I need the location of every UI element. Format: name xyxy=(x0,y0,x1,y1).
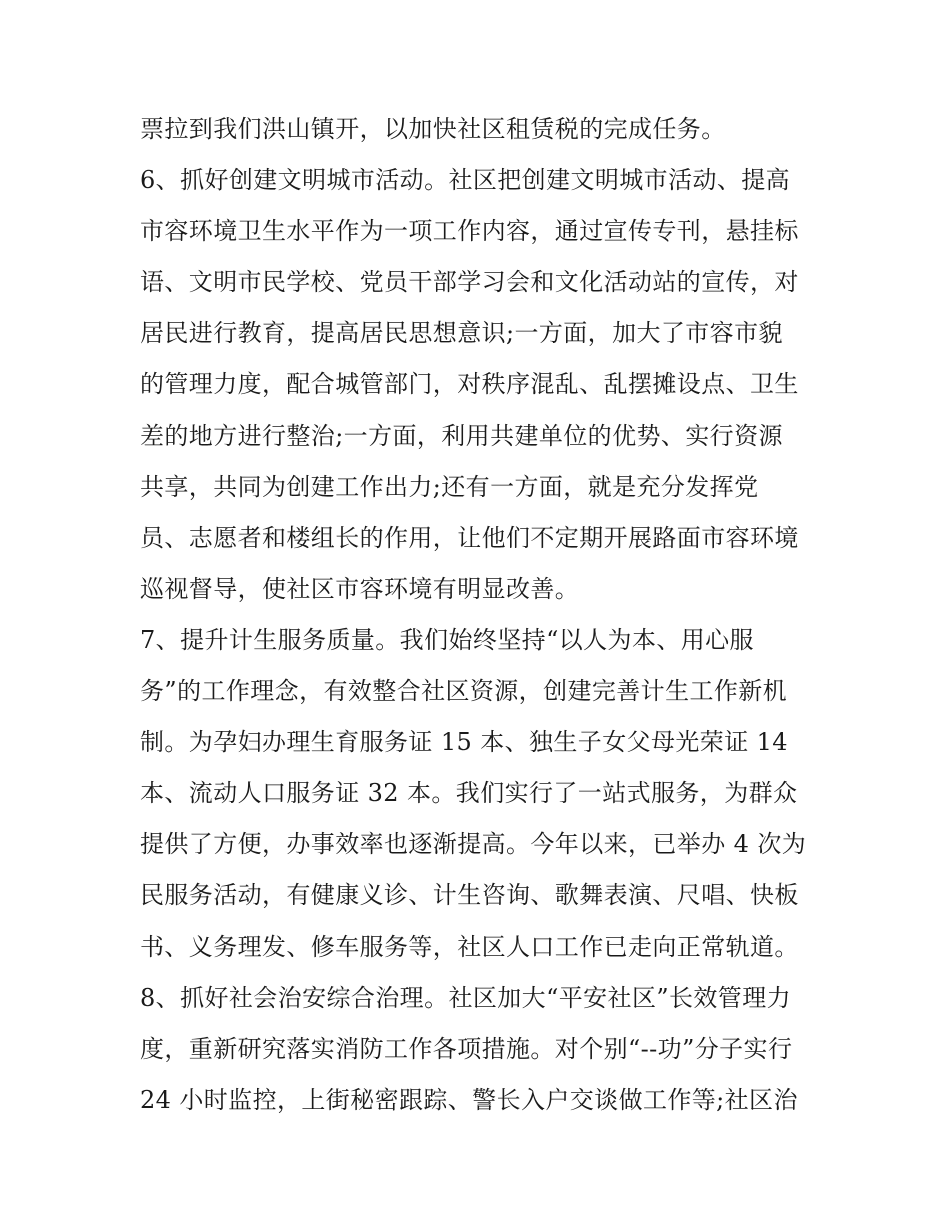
text-line: 市容环境卫生水平作为一项工作内容，通过宣传专刊，悬挂标 xyxy=(140,217,799,246)
text-line: 语、文明市民学校、党员干部学习会和文化活动站的宣传，对 xyxy=(140,268,799,297)
text-line: 6、抓好创建文明城市活动。社区把创建文明城市活动、提高 xyxy=(140,166,791,195)
text-line: 本、流动人口服务证 32 本。我们实行了一站式服务，为群众 xyxy=(140,779,798,808)
body-text xyxy=(140,104,830,1126)
text-line: 24 小时监控，上街秘密跟踪、警长入户交谈做工作等;社区治 xyxy=(140,1085,798,1114)
text-line: 8、抓好社会治安综合治理。社区加大“平安社区”长效管理力 xyxy=(140,983,792,1012)
text-line: 务”的工作理念，有效整合社区资源，创建完善计生工作新机 xyxy=(140,677,788,706)
text-line: 共享，共同为创建工作出力;还有一方面，就是充分发挥党 xyxy=(140,472,759,501)
text-line: 7、提升计生服务质量。我们始终坚持“以人为本、用心服 xyxy=(140,625,754,654)
text-line: 的管理力度，配合城管部门，对秩序混乱、乱摆摊设点、卫生 xyxy=(140,370,799,399)
text-line: 制。为孕妇办理生育服务证 15 本、独生子女父母光荣证 14 xyxy=(140,728,788,757)
text-line: 民服务活动，有健康义诊、计生咨询、歌舞表演、尺唱、快板 xyxy=(140,881,799,910)
text-line: 票拉到我们洪山镇开，以加快社区租赁税的完成任务。 xyxy=(140,115,726,143)
text-line: 提供了方便，办事效率也逐渐提高。今年以来，已举办 4 次为 xyxy=(140,830,807,859)
text-line: 巡视督导，使社区市容环境有明显改善。 xyxy=(140,574,580,603)
text-line: 员、志愿者和楼组长的作用，让他们不定期开展路面市容环境 xyxy=(140,523,799,552)
text-line: 居民进行教育，提高居民思想意识;一方面，加大了市容市貌 xyxy=(140,319,783,348)
text-line: 度，重新研究落实消防工作各项措施。对个别“--功”分子实行 xyxy=(140,1034,793,1063)
text-line: 书、义务理发、修车服务等，社区人口工作已走向正常轨道。 xyxy=(140,932,799,961)
text-line: 差的地方进行整治;一方面，利用共建单位的优势、实行资源 xyxy=(140,421,783,450)
